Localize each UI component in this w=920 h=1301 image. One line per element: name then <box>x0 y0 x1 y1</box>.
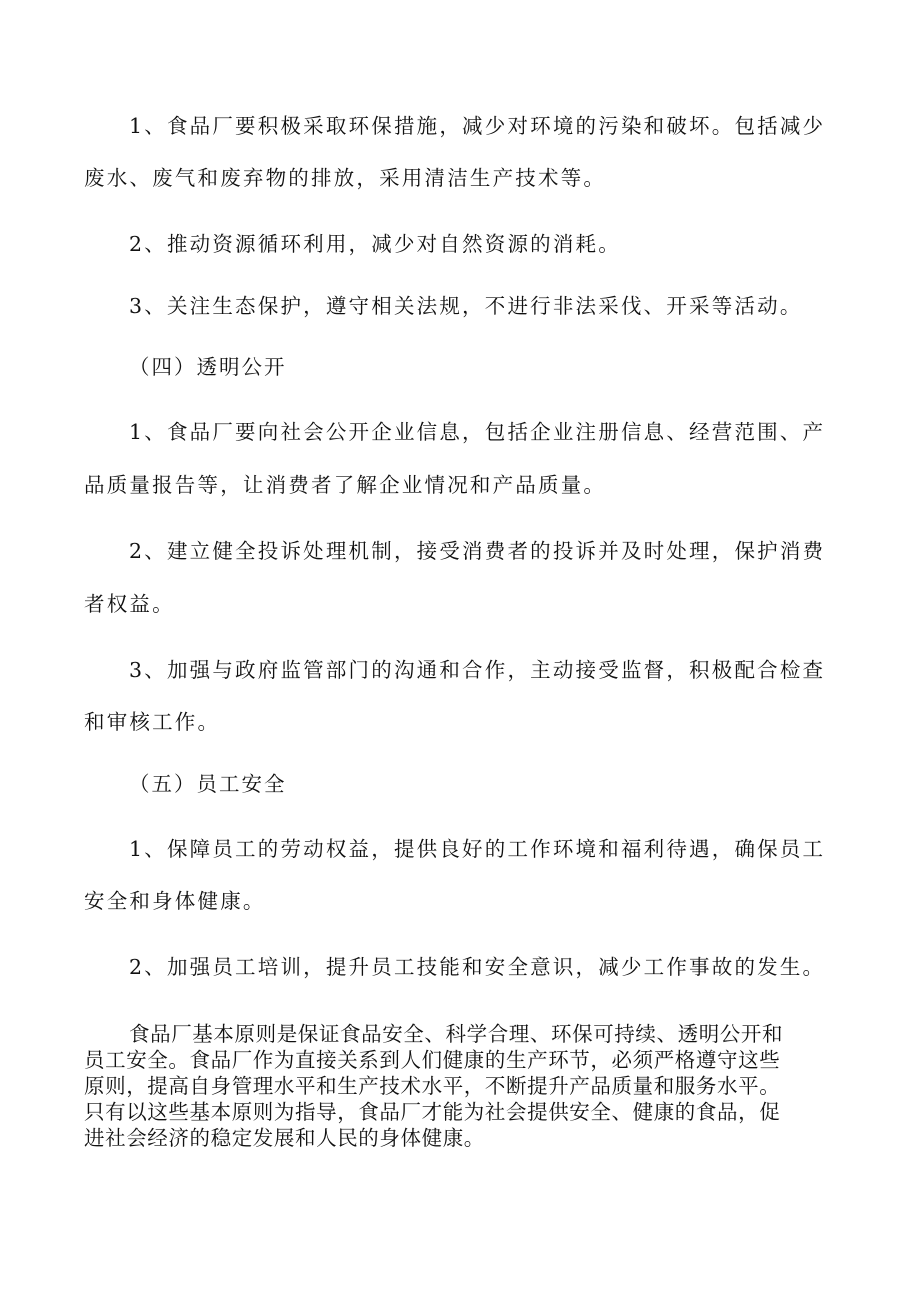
summary-line-1: 食品厂基本原则是保证食品安全、科学合理、环保可持续、透明公开和 <box>129 1022 784 1046</box>
summary-line-3: 原则，提高自身管理水平和生产技术水平，不断提升产品质量和服务水平。 <box>84 1074 781 1098</box>
env-item-2: 2、推动资源循环利用，减少对自然资源的消耗。 <box>129 232 621 256</box>
staff-item-2: 2、加强员工培训，提升员工技能和安全意识，减少工作事故的发生。 <box>129 955 826 979</box>
summary-line-2: 员工安全。食品厂作为直接关系到人们健康的生产环节，必须严格遵守这些 <box>84 1048 781 1072</box>
staff-item-1-line-1: 1、保障员工的劳动权益，提供良好的工作环境和福利待遇，确保员工 <box>129 837 826 861</box>
transparency-item-1-line-1: 1、食品厂要向社会公开企业信息，包括企业注册信息、经营范围、产 <box>129 420 826 444</box>
env-item-3: 3、关注生态保护，遵守相关法规，不进行非法采伐、开采等活动。 <box>129 294 803 318</box>
section-heading-transparency: （四）透明公开 <box>129 355 287 379</box>
transparency-item-1-line-2: 品质量报告等，让消费者了解企业情况和产品质量。 <box>84 473 607 497</box>
summary-line-5: 进社会经济的稳定发展和人民的身体健康。 <box>84 1126 485 1150</box>
transparency-item-2-line-1: 2、建立健全投诉处理机制，接受消费者的投诉并及时处理，保护消费 <box>129 539 826 563</box>
env-item-1-line-1: 1、食品厂要积极采取环保措施，减少对环境的污染和破坏。包括减少 <box>129 114 826 138</box>
env-item-1-line-2: 废水、废气和废弃物的排放，采用清洁生产技术等。 <box>84 166 607 190</box>
summary-line-4: 只有以这些基本原则为指导，食品厂才能为社会提供安全、健康的食品，促 <box>84 1100 781 1124</box>
section-heading-staff-safety: （五）员工安全 <box>129 772 287 796</box>
staff-item-1-line-2: 安全和身体健康。 <box>84 889 266 913</box>
transparency-item-3-line-2: 和审核工作。 <box>84 710 221 734</box>
transparency-item-3-line-1: 3、加强与政府监管部门的沟通和合作，主动接受监督，积极配合检查 <box>129 658 826 682</box>
transparency-item-2-line-2: 者权益。 <box>84 592 175 616</box>
